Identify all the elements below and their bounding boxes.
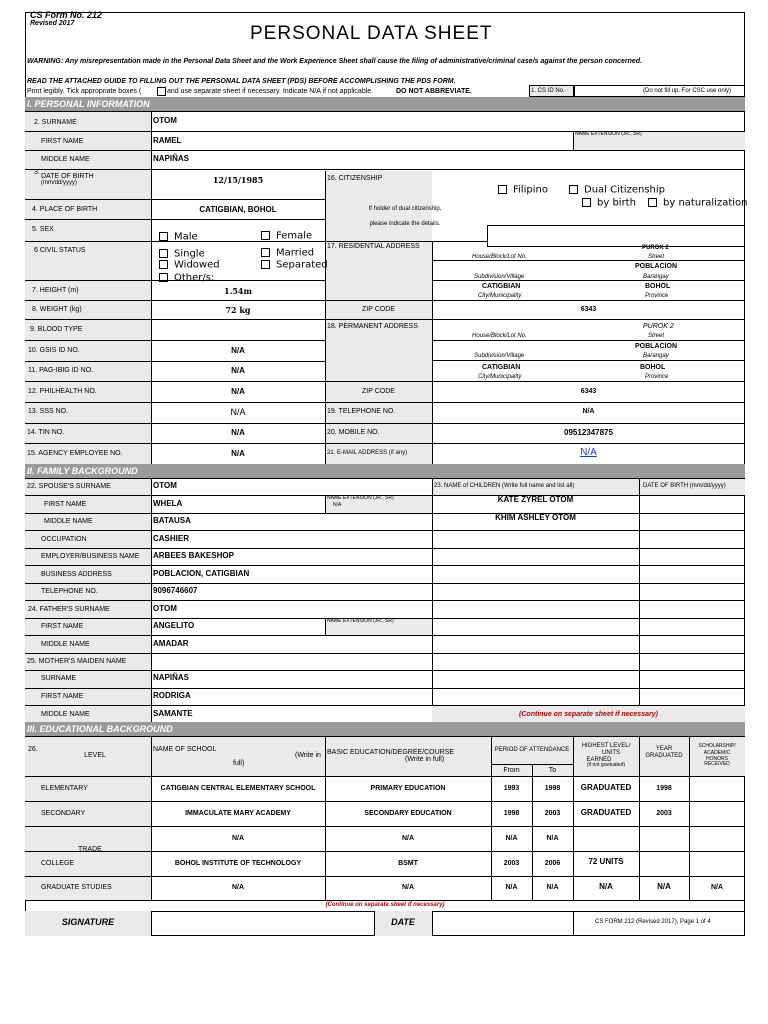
- print-instructions-a: Print legibly. Tick appropriate boxes (: [27, 88, 142, 95]
- employer-value[interactable]: ARBEES BAKESHOP: [153, 551, 234, 560]
- education-row-year[interactable]: 2003: [656, 810, 672, 817]
- period-header: PERIOD OF ATTENDANCE: [494, 747, 570, 753]
- spouse-telephone-label: TELEPHONE NO.: [41, 588, 98, 595]
- spouse-middle-name-value[interactable]: BATAUSA: [153, 516, 191, 525]
- permanent-zip-label: ZIP CODE: [362, 388, 395, 395]
- children-label: 23. NAME of CHILDREN (Write full name and list all): [434, 483, 575, 489]
- education-number: 26.: [28, 746, 38, 753]
- residential-subdivision-label: Subdivision/Village: [474, 274, 525, 280]
- permanent-barangay-value[interactable]: POBLACION: [635, 343, 677, 350]
- father-first-name-label: FIRST NAME: [41, 623, 84, 630]
- education-row-level: GRADUATE STUDIES: [41, 884, 112, 891]
- civil-separated-option[interactable]: Separated: [261, 260, 328, 271]
- education-level-column: [25, 776, 151, 900]
- first-name-label: FIRST NAME: [41, 138, 84, 145]
- agency-value[interactable]: N/A: [231, 449, 245, 458]
- father-first-name-value[interactable]: ANGELITO: [153, 621, 195, 630]
- mother-middle-name-label: MIDDLE NAME: [41, 711, 90, 718]
- education-row-to[interactable]: N/A: [546, 835, 559, 842]
- education-row-to[interactable]: 2006: [544, 860, 561, 867]
- highest-level-header-3: EARNED: [586, 757, 612, 763]
- business-address-value[interactable]: POBLACION, CATIGBIAN: [153, 569, 250, 578]
- father-middle-name-label: MIDDLE NAME: [41, 641, 90, 648]
- permanent-zip-value[interactable]: 6343: [580, 388, 597, 395]
- permanent-barangay-label: Barangay: [643, 353, 669, 359]
- civil-widowed-option[interactable]: Widowed: [159, 260, 220, 271]
- family-continue-note: (Continue on separate sheet if necessary): [519, 711, 658, 718]
- father-surname-label: 24. FATHER'S SURNAME: [28, 606, 110, 613]
- form-revised: Revised 2017: [30, 20, 75, 27]
- education-row-course[interactable]: SECONDARY EDUCATION: [364, 810, 452, 817]
- business-address-label: BUSINESS ADDRESS: [41, 571, 112, 578]
- education-row-to[interactable]: 2003: [544, 810, 561, 817]
- pagibig-label: 11. PAG-IBIG ID NO.: [28, 367, 94, 374]
- sss-label: 13. SSS NO.: [28, 408, 69, 415]
- gsis-label: 10. GSIS ID NO.: [28, 347, 80, 354]
- education-row-from[interactable]: N/A: [505, 884, 518, 891]
- education-row-highest[interactable]: GRADUATED: [580, 808, 632, 817]
- tin-value[interactable]: N/A: [231, 428, 245, 437]
- citizenship-label-column: [325, 171, 432, 464]
- permanent-purok-value[interactable]: PUROK 2: [643, 323, 674, 330]
- course-header: BASIC EDUCATION/DEGREE/COURSE: [327, 749, 455, 756]
- permanent-province-value[interactable]: BOHOL: [640, 364, 666, 371]
- dob-value[interactable]: 12/15/1985: [212, 175, 264, 185]
- tin-label: 14. TIN NO.: [27, 429, 65, 436]
- education-row-school[interactable]: N/A: [231, 884, 245, 891]
- spouse-ext-value[interactable]: N/A: [333, 502, 342, 508]
- father-middle-name-value[interactable]: AMADAR: [153, 639, 189, 648]
- page-title: PERSONAL DATA SHEET: [250, 23, 493, 44]
- dual-note-1: If holder of dual citizenship,: [368, 206, 442, 212]
- spouse-surname-label: 22. SPOUSE'S SURNAME: [27, 483, 111, 490]
- blood-type-label: 9. BLOOD TYPE: [30, 326, 83, 333]
- education-row-school[interactable]: BOHOL INSTITUTE OF TECHNOLOGY: [174, 860, 302, 867]
- residential-zip-label: ZIP CODE: [362, 306, 395, 313]
- spouse-first-name-value[interactable]: WHELA: [153, 499, 183, 508]
- education-row-from[interactable]: 1993: [503, 785, 520, 792]
- education-row-highest[interactable]: N/A: [599, 882, 613, 891]
- residential-city-label: City/Municipality: [478, 293, 522, 299]
- gsis-value[interactable]: N/A: [231, 346, 245, 355]
- civil-others-option[interactable]: Other/s:: [159, 273, 214, 284]
- email-label: 21. E-MAIL ADDRESS (if any): [327, 450, 408, 456]
- telephone-label: 19. TELEPHONE NO.: [327, 408, 396, 415]
- signature-field[interactable]: [152, 912, 374, 936]
- education-row-level: COLLEGE: [41, 860, 75, 867]
- pob-label: 4. PLACE OF BIRTH: [32, 206, 98, 213]
- height-value[interactable]: 1.54m: [224, 286, 252, 296]
- school-header-note-2: full): [233, 760, 245, 767]
- residential-barangay-label: Barangay: [643, 274, 669, 280]
- spouse-ext-label: NAME EXTENSION (JR., SR): [327, 495, 394, 501]
- residential-street-label: Street: [648, 254, 665, 260]
- residential-city-value[interactable]: CATIGBIAN: [482, 283, 521, 290]
- mother-middle-name-value[interactable]: SAMANTE: [153, 709, 193, 718]
- civil-status-label: 6 CIVIL STATUS: [34, 247, 86, 254]
- no-abbreviate: DO NOT ABBREVIATE.: [396, 88, 472, 95]
- education-row-to[interactable]: 1998: [544, 785, 561, 792]
- honors-header-2: ACADEMIC: [703, 750, 731, 756]
- education-row-honors[interactable]: N/A: [710, 884, 724, 891]
- section-family-background: II. FAMILY BACKGROUND: [25, 464, 745, 478]
- highest-level-header: HIGHEST LEVEL/: [581, 743, 631, 749]
- mother-maiden-name-label: 25. MOTHER'S MAIDEN NAME: [27, 658, 127, 665]
- education-row-course[interactable]: PRIMARY EDUCATION: [370, 785, 446, 792]
- tick-box-sample: [157, 87, 166, 96]
- permanent-house-label: House/Block/Lot No.: [472, 333, 527, 339]
- education-row-course[interactable]: N/A: [401, 884, 415, 891]
- telephone-value[interactable]: N/A: [582, 408, 595, 415]
- child-name-1[interactable]: KATE ZYREL OTOM: [497, 495, 574, 504]
- highest-level-header-4: (if not graduated): [586, 762, 626, 768]
- education-row-from[interactable]: 2003: [503, 860, 520, 867]
- residential-address-label: 17. RESIDENTIAL ADDRESS: [327, 243, 420, 250]
- date-field[interactable]: [433, 912, 573, 936]
- middle-name-label: MIDDLE NAME: [41, 156, 90, 163]
- education-row-school[interactable]: N/A: [231, 835, 245, 842]
- mobile-label: 20. MOBILE NO.: [327, 429, 380, 436]
- dual-by-birth-option[interactable]: by birth: [582, 198, 636, 209]
- education-row-level: SECONDARY: [41, 810, 86, 817]
- father-ext-label: NAME EXTENSION (JR., SR): [327, 618, 394, 624]
- first-name-value[interactable]: RAMEL: [153, 136, 182, 145]
- permanent-street-label: Street: [648, 333, 665, 339]
- dual-by-naturalization-option[interactable]: by naturalization: [648, 198, 748, 209]
- name-extension-label: NAME EXTENSION (JR., SR): [575, 131, 642, 137]
- education-row-highest[interactable]: 72 UNITS: [588, 857, 624, 866]
- citizenship-filipino-option[interactable]: Filipino: [498, 185, 548, 196]
- dual-note-2: please indicate the details.: [369, 221, 441, 227]
- mother-surname-label: SURNAME: [41, 675, 77, 682]
- father-surname-value[interactable]: OTOM: [153, 604, 177, 613]
- level-header: LEVEL: [84, 752, 106, 759]
- mother-first-name-value[interactable]: RODRIGA: [153, 691, 191, 700]
- mother-first-name-label: FIRST NAME: [41, 693, 84, 700]
- education-row-from[interactable]: N/A: [505, 835, 518, 842]
- permanent-city-value[interactable]: CATIGBIAN: [482, 364, 521, 371]
- residential-barangay-value[interactable]: POBLACION: [635, 263, 677, 270]
- citizenship-dual-option[interactable]: Dual Citizenship: [569, 185, 665, 196]
- education-row-year[interactable]: 1998: [656, 785, 672, 792]
- education-continue-note: (Continue on separate sheet if necessary): [325, 902, 445, 908]
- education-row-year[interactable]: N/A: [657, 882, 671, 891]
- education-row-highest[interactable]: GRADUATED: [580, 783, 632, 792]
- honors-header: SCHOLARSHIP/: [698, 743, 736, 749]
- sss-value[interactable]: N/A: [230, 407, 246, 417]
- surname-label: 2. SURNAME: [34, 119, 77, 126]
- philhealth-label: 12. PHILHEALTH NO.: [28, 388, 97, 395]
- middle-name-value[interactable]: NAPIÑAS: [153, 154, 190, 163]
- spouse-surname-value[interactable]: OTOM: [153, 481, 177, 490]
- highest-level-header-2: UNITS: [602, 750, 620, 756]
- civil-married-option[interactable]: Married: [261, 248, 314, 259]
- philhealth-value[interactable]: N/A: [231, 387, 245, 396]
- sex-male-option[interactable]: Male: [159, 232, 198, 243]
- sex-female-option[interactable]: Female: [261, 231, 312, 242]
- date-label: DATE: [391, 917, 415, 927]
- form-number: CS Form No. 212: [30, 10, 103, 20]
- section-personal-information: I. PERSONAL INFORMATION: [25, 97, 745, 111]
- dual-citizenship-details-field[interactable]: [487, 225, 745, 247]
- to-header: To: [548, 767, 557, 774]
- residential-province-label: Province: [645, 293, 669, 299]
- employer-label: EMPLOYER/BUSINESS NAME: [41, 553, 140, 560]
- mother-surname-value[interactable]: NAPIÑAS: [153, 673, 190, 682]
- dob-format: (mm/dd/yyyy): [41, 180, 77, 186]
- dob-label: DATE OF BIRTH: [41, 173, 94, 180]
- occupation-value[interactable]: CASHIER: [153, 534, 190, 543]
- spouse-first-name-label: FIRST NAME: [44, 501, 87, 508]
- spouse-middle-name-label: MIDDLE NAME: [44, 518, 93, 525]
- weight-label: 8. WEIGHT (kg): [32, 306, 82, 313]
- education-row-to[interactable]: N/A: [546, 884, 559, 891]
- spouse-telephone-value[interactable]: 9096746607: [153, 586, 198, 595]
- pagibig-value[interactable]: N/A: [231, 366, 245, 375]
- from-header: From: [503, 767, 520, 774]
- permanent-city-label: City/Municipality: [478, 374, 522, 380]
- section-educational-background: III. EDUCATIONAL BACKGROUND: [25, 722, 745, 736]
- education-row-course[interactable]: BSMT: [398, 860, 418, 867]
- residential-province-value[interactable]: BOHOL: [645, 283, 671, 290]
- dob-number: 3.: [34, 169, 40, 176]
- honors-header-4: RECEIVED: [704, 761, 730, 767]
- school-header-note: (Write in: [295, 752, 321, 759]
- residential-zip-value[interactable]: 6343: [580, 306, 597, 313]
- mobile-value[interactable]: 09512347875: [564, 428, 613, 437]
- education-row-level: ELEMENTARY: [41, 785, 88, 792]
- course-header-note: (Write in full): [405, 756, 445, 763]
- cs-id-note: (Do not fill up. For CSC use only): [643, 88, 732, 94]
- occupation-label: OCCUPATION: [41, 536, 87, 543]
- weight-value[interactable]: 72 kg: [225, 305, 251, 315]
- year-graduated-header-2: GRADUATED: [645, 753, 683, 759]
- surname-value[interactable]: OTOM: [153, 116, 177, 125]
- pob-value[interactable]: CATIGBIAN, BOHOL: [199, 205, 277, 214]
- education-row-school[interactable]: IMMACULATE MARY ACADEMY: [185, 810, 291, 817]
- child-name-2[interactable]: KHIM ASHLEY OTOM: [495, 513, 576, 522]
- warning-text: WARNING: Any misrepresentation made in the Personal Data Sheet and the Work Experience Sheet shall cause the filing of administrative/criminal case/s against the person concerned.: [27, 58, 643, 65]
- education-row-level: TRADE: [78, 846, 102, 853]
- email-value[interactable]: N/A: [580, 447, 597, 458]
- residential-house-label: House/Block/Lot No.: [472, 254, 527, 260]
- education-row-from[interactable]: 1998: [503, 810, 520, 817]
- permanent-subdivision-label: Subdivision/Village: [474, 353, 525, 359]
- agency-label: 15. AGENCY EMPLOYEE NO.: [27, 450, 123, 457]
- permanent-address-label: 18. PERMANENT ADDRESS: [327, 323, 418, 330]
- signature-label: SIGNATURE: [61, 917, 115, 927]
- permanent-province-label: Province: [645, 374, 669, 380]
- honors-header-3: HONORS: [706, 756, 728, 762]
- cs-id-label: 1. CS ID No.: [531, 88, 565, 94]
- education-row-school[interactable]: CATIGBIAN CENTRAL ELEMENTARY SCHOOL: [160, 785, 316, 792]
- page-footer-text: CS FORM 212 (Revised 2017), Page 1 of 4: [595, 919, 711, 925]
- sex-label: 5. SEX: [32, 226, 54, 233]
- children-dob-label: DATE OF BIRTH (mm/dd/yyyy): [643, 483, 726, 489]
- height-label: 7. HEIGHT (m): [32, 287, 79, 294]
- year-graduated-header: YEAR: [655, 746, 673, 752]
- school-header: NAME OF SCHOOL: [153, 746, 217, 753]
- guide-text: READ THE ATTACHED GUIDE TO FILLING OUT THE PERSONAL DATA SHEET (PDS) BEFORE ACCOMPLISHING THE PDS FORM.: [27, 78, 456, 85]
- print-instructions-b: and use separate sheet if necessary. Indicate N/A if not applicable.: [167, 88, 374, 95]
- civil-single-option[interactable]: Single: [159, 249, 205, 260]
- education-row-course[interactable]: N/A: [401, 835, 415, 842]
- residential-purok-value[interactable]: PUROK 2: [642, 245, 669, 251]
- citizenship-label: 16. CITIZENSHIP: [327, 175, 383, 182]
